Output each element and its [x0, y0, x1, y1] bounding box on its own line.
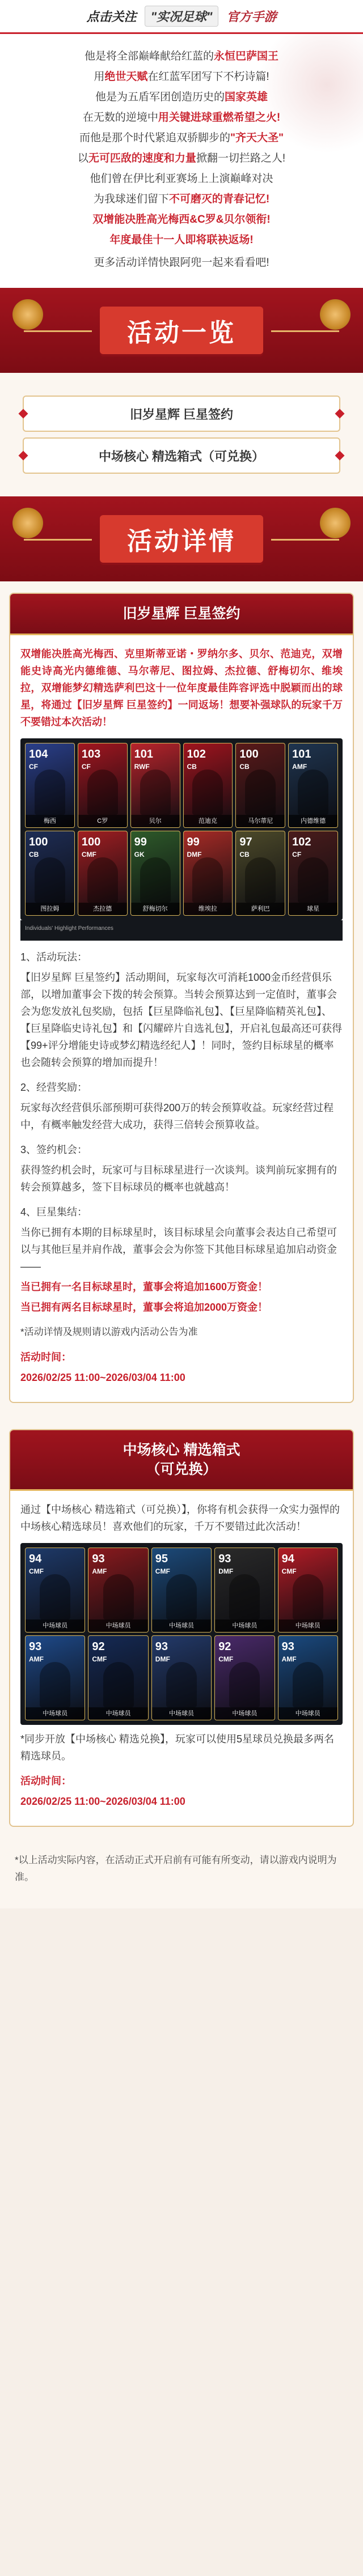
player-rating: 97 [239, 836, 252, 848]
intro-lines [14, 46, 349, 210]
player-position: CMF [29, 1567, 44, 1575]
player-name: 中场球员 [88, 1707, 147, 1720]
ornament-icon [320, 508, 351, 538]
player-silhouette-icon [298, 770, 328, 815]
intro-highlight: 不可磨灭的青春记忆! [168, 193, 270, 205]
player-name: C罗 [78, 815, 127, 827]
player-silhouette-icon [40, 1662, 70, 1707]
player-name: 中场球员 [26, 1707, 85, 1720]
intro-highlight: 无可匹敌的速度和力量 [88, 152, 196, 164]
player-position: AMF [281, 1655, 297, 1663]
overview-list [0, 373, 363, 496]
player-name: 杰拉德 [78, 903, 127, 915]
player-position: CMF [81, 851, 96, 858]
player-silhouette-icon [103, 1574, 134, 1619]
player-rating: 104 [29, 748, 48, 760]
player-name: 中场球员 [278, 1619, 337, 1632]
section1-title: 1、活动玩法： [20, 951, 88, 963]
player-card [25, 1548, 85, 1633]
intro-line [14, 67, 349, 87]
player-card [78, 743, 128, 828]
intro-text: 掀翻一切拦路之人! [196, 152, 286, 164]
player-position: CB [187, 763, 197, 771]
intro-text: 在无数的逆境中 [82, 112, 158, 124]
section2-title: 2、经营奖励： [20, 1082, 88, 1093]
player-position: CMF [281, 1567, 297, 1575]
player-grid-2 [20, 1543, 343, 1725]
player-position: DMF [187, 851, 202, 858]
card1-date-value: 2026/02/25 11:00~2026/03/04 11:00 [20, 1372, 185, 1383]
player-position: AMF [292, 763, 307, 771]
bullet-1: 当已拥有一名目标球星时，董事会将追加1600万资金！ [20, 1281, 268, 1293]
card1-note: *活动详情及规则请以游戏内活动公告为准 [20, 1327, 198, 1337]
player-position: GK [134, 851, 145, 858]
player-card [151, 1548, 212, 1633]
card2-date-label: 活动时间： [20, 1775, 71, 1787]
player-silhouette-icon [293, 1662, 323, 1707]
player-name: 马尔蒂尼 [236, 815, 285, 827]
player-rating: 100 [81, 836, 101, 848]
player-name: 中场球员 [152, 1707, 211, 1720]
ornament-icon [320, 299, 351, 330]
player-position: DMF [218, 1567, 234, 1575]
details-title: 活动详情 [100, 515, 263, 563]
player-name: 内德维德 [289, 815, 337, 827]
player-card [78, 831, 128, 916]
player-name: 中场球员 [278, 1707, 337, 1720]
section4-text: 当你已拥有本期的目标球星时，该目标球星会向董事会表达自己希望可以与其他巨星并肩作战，董事会会为你签下其他目标球星追加启动资金—— [20, 1227, 337, 1272]
intro-highlight: 用关键进球重燃希望之火! [158, 112, 281, 124]
player-rating: 93 [281, 1640, 294, 1653]
player-rating: 95 [155, 1553, 168, 1565]
player-position: CF [81, 763, 91, 771]
intro-text: 用 [94, 71, 105, 83]
player-rating: 100 [29, 836, 48, 848]
card1-lead: 双增能决胜高光梅西、克里斯蒂亚诺・罗纳尔多、贝尔、范迪克，双增能史诗高光内德维德、马尔蒂尼、图拉姆、杰拉德、舒梅切尔、维埃拉，双增能梦幻精选萨利巴这十一位年度最佳阵容评选中脱颖而出的球星，将通过【旧岁星辉 巨星签约】一同返场！想要补强球队的玩家千万不要错过本次活动！ [20, 648, 343, 728]
player-silhouette-icon [40, 1574, 70, 1619]
player-card [235, 743, 285, 828]
player-rating: 93 [92, 1553, 105, 1565]
card2-lead: 通过【中场核心 精选箱式（可兑换）】，你将有机会获得一众实力强悍的中场核心精选球员！喜欢他们的玩家，千万不要错过此次活动！ [20, 1504, 340, 1532]
player-rating: 94 [281, 1553, 294, 1565]
card2 [9, 1429, 354, 1827]
player-silhouette-icon [87, 770, 118, 815]
player-card [130, 743, 180, 828]
section2-text: 玩家每次经营俱乐部预期可获得200万的转会预算收益。玩家经营过程中，有概率触发经营大成功，获得三倍转会预算收益。 [20, 1102, 334, 1130]
intro-line [14, 128, 349, 148]
player-rating: 101 [292, 748, 311, 760]
player-card [288, 743, 338, 828]
player-rating: 92 [92, 1640, 105, 1653]
brand-suffix: 官方手游 [226, 10, 277, 24]
player-rating: 99 [134, 836, 147, 848]
player-position: CF [29, 763, 38, 771]
player-card [25, 1635, 85, 1720]
player-position: RWF [134, 763, 150, 771]
intro-text: 他们曾在伊比利亚赛场上上演巅峰对决 [90, 173, 273, 185]
player-name: 中场球员 [26, 1619, 85, 1632]
brand-name: "实况足球" [145, 6, 219, 27]
player-position: AMF [29, 1655, 44, 1663]
intro-highlight: 国家英雄 [225, 91, 268, 103]
intro-highlight: 永恒巴萨国王 [214, 50, 279, 62]
card2-wrap [0, 1418, 363, 1842]
player-name: 萨利巴 [236, 903, 285, 915]
player-rating: 94 [29, 1553, 42, 1565]
player-name: 图拉姆 [26, 903, 74, 915]
player-silhouette-icon [103, 1662, 134, 1707]
intro-line [14, 189, 349, 210]
overview-title: 活动一览 [100, 307, 263, 354]
intro-highlight: "齐天大圣" [230, 132, 284, 144]
player-silhouette-icon [245, 857, 276, 903]
player-position: CB [29, 851, 39, 858]
intro-line [14, 148, 349, 169]
player-card [278, 1635, 338, 1720]
intro-line [14, 108, 349, 128]
intro-text: 而他是那个时代紧追双骄脚步的 [79, 132, 230, 144]
player-silhouette-icon [192, 770, 223, 815]
player-name: 中场球员 [88, 1619, 147, 1632]
card2-title-line2: （可兑换） [146, 1461, 217, 1477]
player-rating: 93 [218, 1553, 231, 1565]
player-silhouette-icon [140, 770, 171, 815]
player-name: 范迪克 [184, 815, 233, 827]
footer-note: *以上活动实际内容，在活动正式开启前有可能有所变动，请以游戏内说明为准。 [0, 1842, 363, 1908]
intro-text: 他是将全部巅峰献给红蓝的 [84, 50, 214, 62]
player-rating: 92 [218, 1640, 231, 1653]
player-silhouette-icon [229, 1662, 260, 1707]
player-position: CMF [218, 1655, 234, 1663]
player-name: 中场球员 [215, 1707, 274, 1720]
intro-highlight: 绝世天赋 [104, 71, 148, 83]
player-position: DMF [155, 1655, 170, 1663]
intro-special-line: 双增能决胜高光梅西&C罗&贝尔领衔! [92, 214, 271, 226]
overview-item-1[interactable]: 旧岁星辉 巨星签约 [23, 396, 340, 432]
overview-item-2[interactable]: 中场核心 精选箱式（可兑换） [23, 437, 340, 474]
player-card [88, 1548, 148, 1633]
section3-text: 获得签约机会时，玩家可与目标球星进行一次谈判。谈判前玩家拥有的转会预算越多，签下目标球员的概率也就越高！ [20, 1164, 337, 1193]
player-card [214, 1635, 275, 1720]
player-position: CMF [92, 1655, 107, 1663]
intro-text: 在红蓝军团写下不朽诗篇! [147, 71, 269, 83]
player-rating: 102 [292, 836, 311, 848]
section3-title: 3、签约机会： [20, 1144, 88, 1155]
player-card [278, 1548, 338, 1633]
player-rating: 101 [134, 748, 154, 760]
player-card [183, 831, 233, 916]
player-position: CB [239, 763, 250, 771]
grid-caption: Individuals' Highlight Performances [20, 920, 343, 941]
player-card [25, 743, 75, 828]
player-silhouette-icon [140, 857, 171, 903]
player-rating: 102 [187, 748, 206, 760]
player-name: 舒梅切尔 [131, 903, 180, 915]
card2-exchange-note: *同步开放【中场核心 精选兑换】，玩家可以使用5星球员兑换最多两名精选球员。 [20, 1733, 335, 1762]
player-position: CMF [155, 1567, 170, 1575]
player-silhouette-icon [87, 857, 118, 903]
player-name: 球星 [289, 903, 337, 915]
player-name: 梅西 [26, 815, 74, 827]
player-silhouette-icon [229, 1574, 260, 1619]
intro-line [14, 46, 349, 67]
intro-section [0, 34, 363, 288]
player-card [130, 831, 180, 916]
follow-bar[interactable] [0, 0, 363, 34]
player-rating: 99 [187, 836, 200, 848]
section1-text: 【旧岁星辉 巨星签约】活动期间，玩家每次可消耗1000金币经营俱乐部，以增加董事会下拨的转会预算。当转会预算达到一定值时，董事会会为您发放礼包奖励，包括【巨星降临礼包】、【巨星降临精英礼包】、【巨星降临史诗礼包】和【闪耀碎片自选礼包】，开启礼包最高还可获得【99+评分增能史诗或梦幻精选经纪人】！同时，签约目标球星的概率也会随转会预算的增加而提升！ [20, 972, 342, 1068]
card2-title [10, 1430, 353, 1491]
overview-header [0, 288, 363, 373]
player-silhouette-icon [166, 1662, 197, 1707]
player-rating: 93 [29, 1640, 42, 1653]
player-silhouette-icon [35, 770, 65, 815]
player-silhouette-icon [166, 1574, 197, 1619]
player-grid-1 [20, 738, 343, 920]
player-card [183, 743, 233, 828]
ornament-icon [12, 299, 43, 330]
player-rating: 103 [81, 748, 101, 760]
details-header [0, 496, 363, 581]
player-rating: 93 [155, 1640, 168, 1653]
player-silhouette-icon [298, 857, 328, 903]
card1 [9, 593, 354, 1403]
player-card [151, 1635, 212, 1720]
section4-title: 4、巨星集结： [20, 1206, 88, 1218]
player-silhouette-icon [245, 770, 276, 815]
ornament-icon [12, 508, 43, 538]
player-rating: 100 [239, 748, 259, 760]
player-card [25, 831, 75, 916]
card1-body [10, 635, 353, 1402]
player-name: 贝尔 [131, 815, 180, 827]
card2-title-line1: 中场核心 精选箱式 [123, 1442, 240, 1458]
player-silhouette-icon [35, 857, 65, 903]
intro-text: 他是为五盾军团创造历史的 [95, 91, 225, 103]
card2-body [10, 1491, 353, 1826]
player-card [235, 831, 285, 916]
player-position: CF [292, 851, 302, 858]
player-silhouette-icon [192, 857, 223, 903]
intro-last-line: 更多活动详情快跟阿兜一起来看看吧! [94, 257, 269, 269]
card1-date-label: 活动时间： [20, 1351, 71, 1363]
player-card [214, 1548, 275, 1633]
player-card [88, 1635, 148, 1720]
player-name: 中场球员 [152, 1619, 211, 1632]
player-position: AMF [92, 1567, 107, 1575]
card1-title: 旧岁星辉 巨星签约 [10, 594, 353, 635]
player-name: 中场球员 [215, 1619, 274, 1632]
card2-date-value: 2026/02/25 11:00~2026/03/04 11:00 [20, 1796, 185, 1807]
player-name: 维埃拉 [184, 903, 233, 915]
card1-wrap [0, 581, 363, 1418]
intro-line [14, 87, 349, 108]
player-position: CB [239, 851, 250, 858]
follow-label[interactable]: 点击关注 [86, 10, 137, 24]
player-card [288, 831, 338, 916]
player-silhouette-icon [293, 1574, 323, 1619]
intro-text: 以 [77, 152, 88, 164]
intro-text: 为我球迷们留下 [93, 193, 169, 205]
bullet-2: 当已拥有两名目标球星时，董事会将追加2000万资金！ [20, 1302, 268, 1313]
intro-special-line-2: 年度最佳十一人即将联袂返场! [109, 234, 254, 246]
intro-line [14, 169, 349, 189]
